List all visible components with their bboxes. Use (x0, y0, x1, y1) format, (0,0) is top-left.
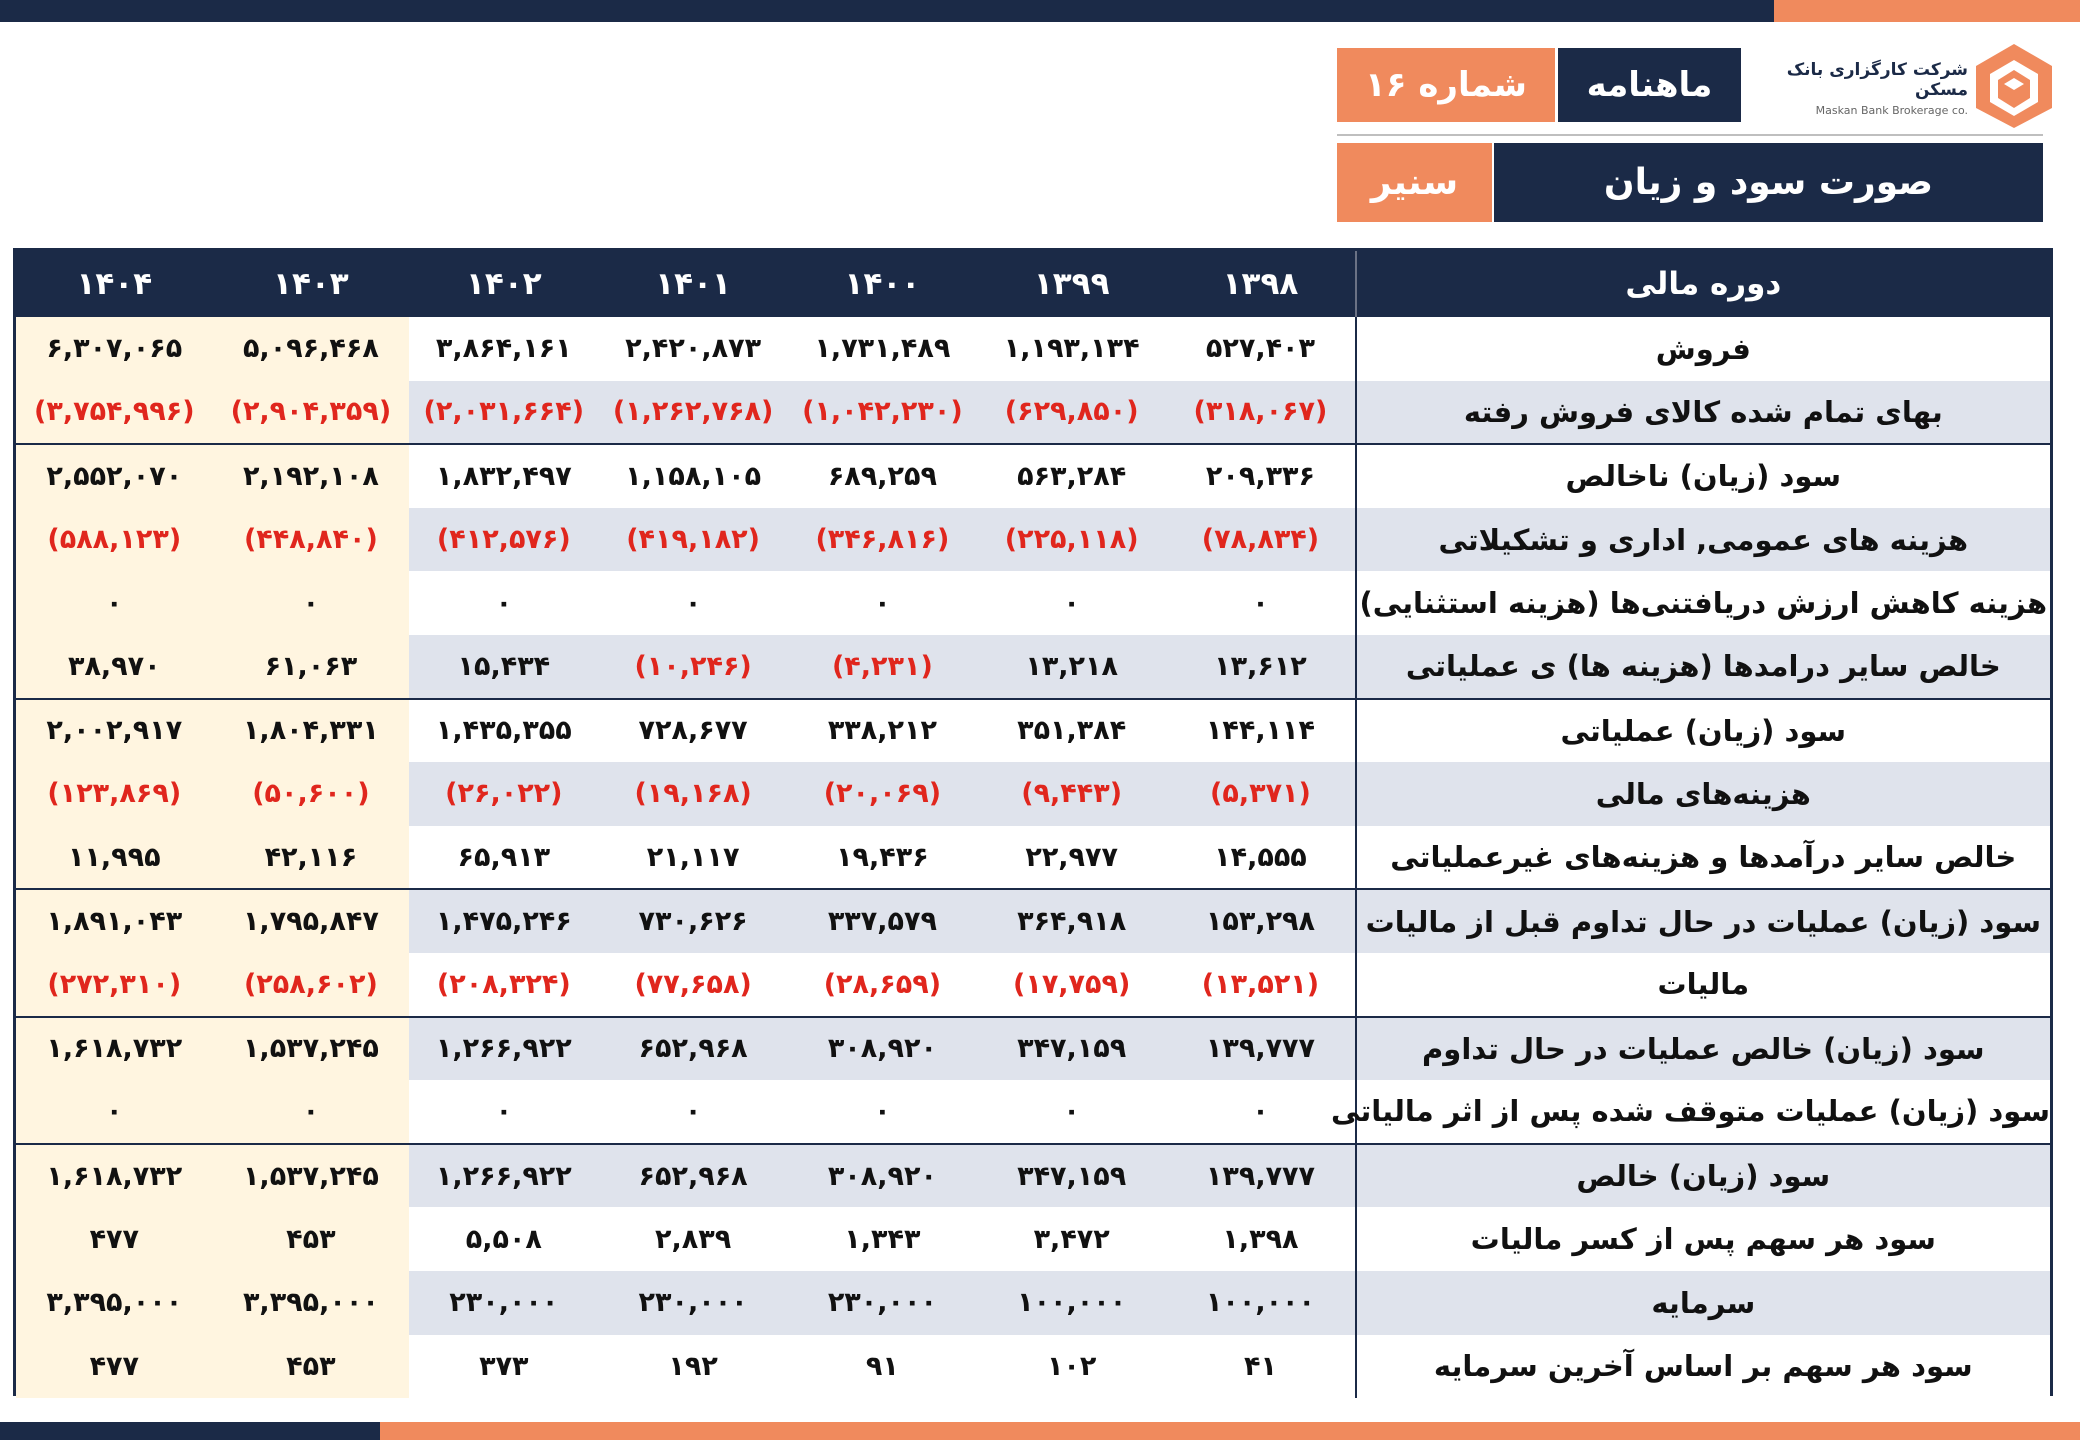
table-row (16, 953, 2050, 1017)
table-cell: ۳۶۴,۹۱۸ (977, 889, 1166, 953)
table-cell: ۰ (1063, 1095, 1080, 1127)
table-cell: ۱۳۹,۷۷۷ (1166, 1144, 1355, 1208)
table-cell: (۹,۴۴۳) (1021, 778, 1123, 810)
table-cell: ۱,۸۹۱,۰۴۳ (16, 889, 213, 953)
table-cell: ۰ (1252, 1095, 1269, 1127)
table-cell: ۳۰۸,۹۲۰ (788, 1017, 977, 1081)
table-cell: ۷۳۰,۶۲۶ (598, 889, 787, 953)
row-label: هزینه کاهش ارزش دریافتنی‌ها (هزینه استثنایی) (1356, 571, 2050, 635)
table-cell: ۶۱,۰۶۳ (213, 635, 410, 699)
year-header: ۱۳۹۸ (1222, 266, 1299, 302)
table-cell: ۱۱,۹۹۵ (16, 826, 213, 890)
table-cell: ۱۹,۴۳۶ (836, 841, 929, 873)
table-cell: ۱۹۲ (668, 1350, 718, 1382)
row-label: سود (زیان) عملیات متوقف شده پس از اثر مالیاتی (1356, 1080, 2050, 1144)
year-header: ۱۴۰۲ (465, 266, 542, 302)
table-row (16, 571, 2050, 635)
logo-name-en: Maskan Bank Brokerage co. (1815, 104, 1968, 117)
table-cell: ۲,۱۹۲,۱۰۸ (213, 444, 410, 508)
table-cell: ۱۰۰,۰۰۰ (1205, 1287, 1316, 1319)
table-cell: ۱,۸۰۴,۳۳۱ (213, 699, 410, 763)
table-cell: ۱۴,۵۵۵ (1214, 841, 1307, 873)
row-label: هزینه‌های مالی (1356, 762, 2050, 826)
table-cell: ۵۶۳,۲۸۴ (977, 444, 1166, 508)
table-cell: ۵۲۷,۴۰۳ (1205, 333, 1316, 365)
table-cell: ۱,۵۳۷,۲۴۵ (213, 1017, 410, 1081)
table-cell: (۶۲۹,۸۵۰) (1004, 396, 1139, 428)
table-cell: ۱,۷۳۱,۴۸۹ (814, 333, 951, 365)
table-cell: ۳,۸۶۴,۱۶۱ (435, 333, 572, 365)
table-cell: ۱,۳۴۳ (844, 1223, 921, 1255)
table-cell: ۱,۴۳۵,۳۵۵ (409, 699, 598, 763)
table-row (16, 1144, 2050, 1208)
table-cell: ۴۷۷ (16, 1335, 213, 1399)
table-cell: ۲۱,۱۱۷ (646, 841, 740, 873)
table-cell: ۴۵۳ (213, 1335, 410, 1399)
table-cell: (۷۷,۶۵۸) (634, 968, 752, 1000)
table-cell: ۴۷۷ (16, 1207, 213, 1271)
table-cell: ۳۰۸,۹۲۰ (788, 1144, 977, 1208)
table-cell: ۳,۴۷۲ (1033, 1223, 1110, 1255)
table-cell: ۱۳۹,۷۷۷ (1166, 1017, 1355, 1081)
table-cell: (۴۱۲,۵۷۶) (436, 524, 571, 556)
table-cell: ۱۳,۲۱۸ (1025, 650, 1118, 682)
table-cell: ۱۴۴,۱۱۴ (1166, 699, 1355, 763)
row-label: خالص سایر درامدها (هزینه ها) ی عملیاتی (1356, 635, 2050, 699)
header-divider (1337, 134, 2043, 136)
table-cell: ۳۳۸,۲۱۲ (788, 699, 977, 763)
table-cell: ۷۲۸,۶۷۷ (598, 699, 787, 763)
table-cell: ۲,۵۵۲,۰۷۰ (16, 444, 213, 508)
row-label: سود (زیان) عملیاتی (1356, 699, 2050, 763)
table-cell: ۰ (1252, 587, 1269, 619)
table-cell: ۱,۸۳۲,۴۹۷ (409, 444, 598, 508)
table-cell: (۵۰,۶۰۰) (213, 762, 410, 826)
table-cell: ۲,۴۲۰,۸۷۳ (625, 333, 762, 365)
table-cell: (۱۷,۷۵۹) (1013, 968, 1131, 1000)
top-bar-accent (1774, 0, 2080, 22)
table-cell: ۳,۳۹۵,۰۰۰ (213, 1271, 410, 1335)
table-cell: (۳۴۶,۸۱۶) (815, 524, 950, 556)
table-cell: ۱,۲۶۶,۹۲۲ (409, 1017, 598, 1081)
table-cell: ۶,۳۰۷,۰۶۵ (16, 317, 213, 381)
logo-name-fa: شرکت کارگزاری بانک مسکن (1786, 60, 1968, 100)
brokerage-logo (1752, 40, 2054, 130)
table-cell: ۱,۵۳۷,۲۴۵ (213, 1144, 410, 1208)
table-row (16, 444, 2050, 508)
table-row (16, 699, 2050, 763)
table-cell: (۲۰,۰۶۹) (823, 778, 942, 810)
table-cell: (۲۸,۶۵۹) (823, 968, 942, 1000)
table-cell: ۱,۷۹۵,۸۴۷ (213, 889, 410, 953)
table-header-row (16, 251, 2050, 317)
table-row (16, 381, 2050, 445)
row-label: هزینه های عمومی, اداری و تشکیلاتی (1356, 508, 2050, 572)
table-cell: ۵,۰۹۶,۴۶۸ (213, 317, 410, 381)
table-cell: (۲۰۸,۳۲۴) (436, 968, 571, 1000)
row-label: سود هر سهم پس از کسر مالیات (1356, 1207, 2050, 1271)
table-cell: ۶۵۲,۹۶۸ (598, 1144, 787, 1208)
table-cell: (۴۱۹,۱۸۲) (626, 524, 761, 556)
table-row (16, 826, 2050, 890)
table-cell: (۲,۰۳۱,۶۶۴) (423, 396, 585, 428)
row-label: فروش (1356, 317, 2050, 381)
table-cell: (۲۵۸,۶۰۲) (213, 953, 410, 1017)
row-label: سود (زیان) عملیات در حال تداوم قبل از مالیات (1356, 889, 2050, 953)
table-cell: ۴۱ (1243, 1350, 1277, 1382)
row-label: سود (زیان) خالص عملیات در حال تداوم (1356, 1017, 2050, 1081)
row-label: مالیات (1356, 953, 2050, 1017)
table-cell: ۲۳۰,۰۰۰ (827, 1287, 937, 1319)
table-cell: ۲۳۰,۰۰۰ (638, 1287, 748, 1319)
table-cell: ۰ (16, 571, 213, 635)
row-label: سود هر سهم بر اساس آخرین سرمایه (1356, 1335, 2050, 1399)
table-cell: ۳۴۷,۱۵۹ (977, 1144, 1166, 1208)
table-row (16, 1207, 2050, 1271)
table-cell: ۳,۳۹۵,۰۰۰ (16, 1271, 213, 1335)
table-cell: (۱,۰۴۲,۲۳۰) (802, 396, 963, 428)
table-cell: ۱۳,۶۱۲ (1214, 650, 1307, 682)
table-cell: ۵,۵۰۸ (465, 1223, 542, 1255)
row-label: خالص سایر درآمدها و هزینه‌های غیرعملیاتی (1356, 826, 2050, 890)
table-cell: ۰ (1063, 587, 1080, 619)
company-ticker: سنیر (1337, 143, 1492, 222)
year-header: ۱۴۰۰ (844, 266, 921, 302)
bottom-bar-accent (0, 1422, 380, 1440)
table-cell: (۲۲۵,۱۱۸) (1004, 524, 1139, 556)
issue-number: شماره ۱۶ (1337, 48, 1555, 122)
table-cell: ۲,۰۰۲,۹۱۷ (16, 699, 213, 763)
income-statement-table (13, 248, 2053, 1396)
table-cell: ۳۷۳ (479, 1350, 529, 1382)
table-row (16, 889, 2050, 953)
table-cell: ۱,۱۹۳,۱۳۴ (1003, 333, 1140, 365)
table-cell: ۶۵,۹۱۳ (457, 841, 551, 873)
table-cell: ۰ (495, 587, 513, 619)
table-row (16, 762, 2050, 826)
table-cell: ۱,۲۶۶,۹۲۲ (409, 1144, 598, 1208)
table-cell: ۱۵,۴۳۴ (457, 650, 551, 682)
table-cell: ۳۴۷,۱۵۹ (977, 1017, 1166, 1081)
table-cell: ۱۰۰,۰۰۰ (1017, 1287, 1127, 1319)
year-header: ۱۳۹۹ (1033, 266, 1110, 302)
table-cell: ۳۳۷,۵۷۹ (788, 889, 977, 953)
table-cell: (۵۸۸,۱۲۳) (16, 508, 213, 572)
table-cell: (۲۶,۰۲۲) (445, 778, 563, 810)
section-title: صورت سود و زیان (1494, 143, 2043, 222)
table-cell: (۱۰,۲۴۶) (634, 650, 752, 682)
year-header: ۱۴۰۴ (76, 266, 153, 302)
cube-logo-icon (1974, 42, 2054, 130)
table-cell: (۱۲۳,۸۶۹) (16, 762, 213, 826)
table-cell: ۱,۳۹۸ (1222, 1223, 1299, 1255)
table-cell: ۰ (874, 1095, 891, 1127)
table-cell: ۶۵۲,۹۶۸ (598, 1017, 787, 1081)
table-cell: ۰ (874, 587, 891, 619)
table-cell: (۳,۷۵۴,۹۹۶) (16, 381, 213, 445)
table-cell: ۰ (213, 1080, 410, 1144)
year-header: ۱۴۰۱ (655, 266, 731, 302)
table-cell: ۴۲,۱۱۶ (213, 826, 410, 890)
table-cell: ۹۱ (865, 1350, 899, 1382)
table-cell: (۱,۲۶۲,۷۶۸) (612, 396, 774, 428)
table-cell: (۵,۳۷۱) (1210, 778, 1311, 810)
table-cell: ۱,۶۱۸,۷۳۲ (16, 1017, 213, 1081)
table-cell: ۱,۶۱۸,۷۳۲ (16, 1144, 213, 1208)
row-label: سود (زیان) ناخالص (1356, 444, 2050, 508)
table-cell: (۴۴۸,۸۴۰) (213, 508, 410, 572)
table-cell: (۳۱۸,۰۶۷) (1193, 396, 1328, 428)
table-row (16, 1335, 2050, 1399)
table-cell: (۷۸,۸۳۴) (1201, 524, 1320, 556)
table-cell: ۰ (213, 571, 410, 635)
top-bar (0, 0, 2080, 22)
table-cell: ۴۵۳ (213, 1207, 410, 1271)
table-cell: ۳۵۱,۳۸۴ (977, 699, 1166, 763)
table-cell: ۰ (684, 587, 702, 619)
table-cell: (۲۷۲,۳۱۰) (16, 953, 213, 1017)
table-row (16, 1017, 2050, 1081)
table-cell: ۲۲,۹۷۷ (1025, 841, 1118, 873)
monthly-label: ماهنامه (1558, 48, 1741, 122)
table-cell: ۱,۱۵۸,۱۰۵ (598, 444, 787, 508)
table-row (16, 1080, 2050, 1144)
row-label: بهای تمام شده کالای فروش رفته (1356, 381, 2050, 445)
year-header: ۱۴۰۳ (273, 266, 349, 302)
period-header: دوره مالی (1356, 251, 2050, 317)
table-cell: ۲۰۹,۳۳۶ (1166, 444, 1355, 508)
table-cell: ۱,۴۷۵,۲۴۶ (409, 889, 598, 953)
table-row (16, 635, 2050, 699)
table-cell: ۰ (16, 1080, 213, 1144)
row-label: سرمایه (1356, 1271, 2050, 1335)
table-cell: ۱۵۳,۲۹۸ (1166, 889, 1355, 953)
table-cell: ۶۸۹,۲۵۹ (788, 444, 977, 508)
table-cell: ۱۰۲ (1046, 1350, 1097, 1382)
table-cell: (۱۳,۵۲۱) (1201, 968, 1320, 1000)
row-label: سود (زیان) خالص (1356, 1144, 2050, 1208)
table-cell: (۲,۹۰۴,۳۵۹) (213, 381, 410, 445)
table-cell: ۲۳۰,۰۰۰ (449, 1287, 559, 1319)
table-cell: (۴,۲۳۱) (831, 650, 933, 682)
table-row (16, 508, 2050, 572)
table-cell: ۲,۸۳۹ (655, 1223, 732, 1255)
table-row (16, 317, 2050, 381)
bottom-bar (0, 1422, 2080, 1440)
table-cell: ۰ (684, 1095, 702, 1127)
table-cell: ۰ (495, 1095, 513, 1127)
table-cell: (۱۹,۱۶۸) (634, 778, 752, 810)
table-cell: ۳۸,۹۷۰ (16, 635, 213, 699)
table-row (16, 1271, 2050, 1335)
